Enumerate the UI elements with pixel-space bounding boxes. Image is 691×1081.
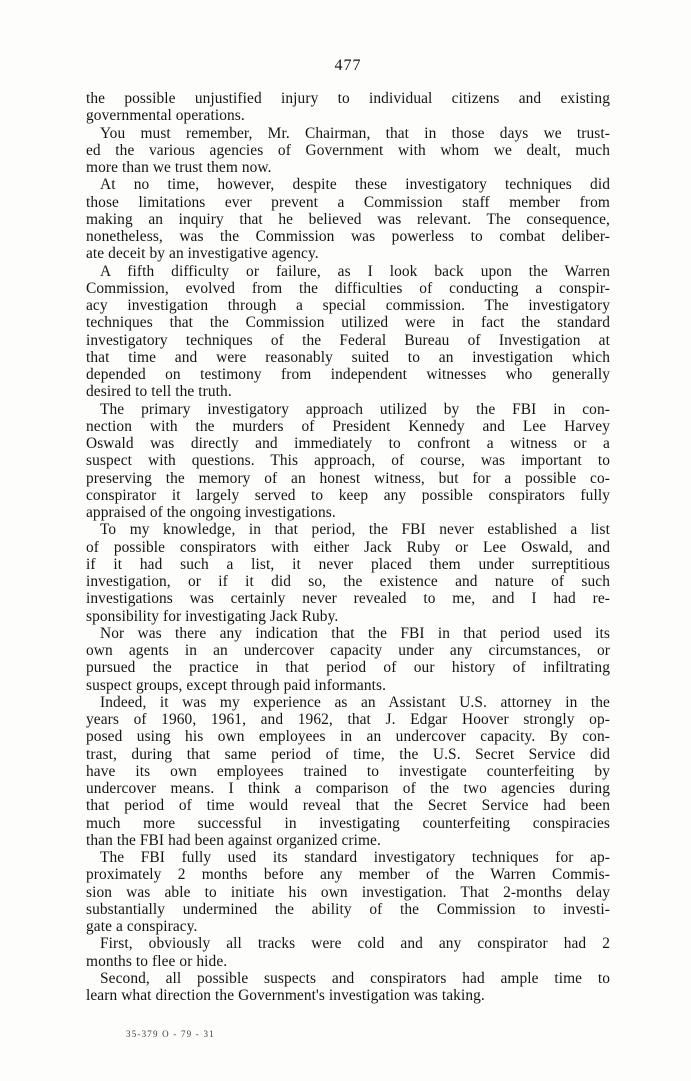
- text-line: sion was able to initiate his own investigation. That 2-months delay: [86, 883, 610, 901]
- text-line: appraised of the ongoing investigations.: [86, 504, 336, 521]
- text-line: nection with the murders of President Kennedy and Lee Harvey: [86, 417, 610, 435]
- text-line: gate a conspiracy.: [86, 918, 198, 935]
- text-line: The primary investigatory approach utilized by the FBI in con-: [100, 400, 610, 418]
- text-line: nonetheless, was the Commission was powerless to combat deliber-: [86, 228, 610, 245]
- text-line: preserving the memory of an honest witness, but for a possible co-: [86, 469, 610, 487]
- text-line: At no time, however, despite these investigatory techniques did: [100, 176, 610, 194]
- text-line: posed using his own employees in an undercover capacity. By con-: [86, 728, 610, 746]
- paragraph: [86, 849, 610, 935]
- text-line: A fifth difficulty or failure, as I look back upon the Warren: [100, 262, 610, 280]
- text-line: Oswald was directly and immediately to confront a witness or a: [86, 435, 610, 452]
- text-line: sponsibility for investigating Jack Ruby.: [86, 607, 339, 625]
- text-line: that time and were reasonably suited to an investigation which: [86, 348, 610, 366]
- text-line: The FBI fully used its standard investigatory techniques for ap-: [100, 849, 610, 866]
- text-line: investigations was certainly never revealed to me, and I had re-: [86, 590, 610, 608]
- text-line: years of 1960, 1961, and 1962, that J. Edgar Hoover strongly op-: [86, 711, 610, 728]
- paragraph: [86, 90, 610, 125]
- text-line: have its own employees trained to investigate counterfeiting by: [86, 762, 610, 780]
- text-line: Nor was there any indication that the FBI in that period used its: [100, 624, 610, 642]
- gpo-print-code: 35-379 O - 79 - 31: [126, 1029, 215, 1039]
- text-line: ate deceit by an investigative agency.: [86, 245, 319, 263]
- paragraph: [86, 125, 610, 177]
- text-line: the possible unjustified injury to individual citizens and existing: [86, 90, 610, 107]
- paragraph: [86, 694, 610, 849]
- page-number: 477: [334, 57, 362, 74]
- paragraph: [86, 935, 610, 970]
- text-line: making an inquiry that he believed was relevant. The consequence,: [86, 210, 610, 228]
- text-line: conspirator it largely served to keep any possible conspirators fully: [86, 486, 610, 504]
- paragraph: [86, 970, 610, 1005]
- text-line: more than we trust them now.: [86, 159, 272, 176]
- paragraph: [86, 263, 610, 401]
- text-line: than the FBI had been against organized crime.: [86, 831, 381, 849]
- text-line: You must remember, Mr. Chairman, that in those days we trust-: [100, 124, 610, 142]
- page-body-text: [86, 90, 610, 1004]
- text-line: of possible conspirators with either Jack Ruby or Lee Oswald, and: [86, 538, 610, 556]
- text-line: substantially undermined the ability of the Commission to investi-: [86, 900, 610, 918]
- text-line: suspect with questions. This approach, of course, was important to: [86, 452, 610, 470]
- text-line: desired to tell the truth.: [86, 383, 232, 401]
- text-line: acy investigation through a special commission. The investigatory: [86, 297, 610, 314]
- text-line: if it had such a list, it never placed them under surreptitious: [86, 555, 610, 573]
- text-line: Second, all possible suspects and conspirators had ample time to: [100, 969, 610, 987]
- text-line: governmental operations.: [86, 107, 245, 125]
- text-line: techniques that the Commission utilized were in fact the standard: [86, 314, 610, 332]
- text-line: First, obviously all tracks were cold and any conspirator had 2: [100, 935, 610, 953]
- text-line: investigation, or if it did so, the existence and nature of such: [86, 573, 610, 590]
- text-line: those limitations ever prevent a Commission staff member from: [86, 193, 610, 211]
- text-line: proximately 2 months before any member of the Warren Commis-: [86, 866, 610, 884]
- text-line: undercover means. I think a comparison of the two agencies during: [86, 780, 610, 797]
- text-line: trast, during that same period of time, the U.S. Secret Service did: [86, 745, 610, 763]
- paragraph: [86, 521, 610, 625]
- text-line: own agents in an undercover capacity under any circumstances, or: [86, 642, 610, 659]
- paragraph: [86, 176, 610, 262]
- paragraph: [86, 625, 610, 694]
- text-line: pursued the practice in that period of our history of infiltrating: [86, 659, 610, 677]
- text-line: much more successful in investigating counterfeiting conspiracies: [86, 814, 610, 832]
- text-line: learn what direction the Government's investigation was taking.: [86, 987, 485, 1004]
- text-line: months to flee or hide.: [86, 952, 228, 970]
- text-line: investigatory techniques of the Federal Bureau of Investigation at: [86, 331, 610, 349]
- text-line: Commission, evolved from the difficulties of conducting a conspir-: [86, 279, 610, 297]
- text-line: depended on testimony from independent witnesses who generally: [86, 366, 610, 383]
- text-line: Indeed, it was my experience as an Assistant U.S. attorney in the: [100, 693, 610, 711]
- text-line: that period of time would reveal that the Secret Service had been: [86, 797, 610, 815]
- text-line: To my knowledge, in that period, the FBI never established a list: [100, 521, 610, 539]
- text-line: suspect groups, except through paid informants.: [86, 676, 387, 694]
- text-line: ed the various agencies of Government with whom we dealt, much: [86, 141, 610, 159]
- paragraph: [86, 401, 610, 522]
